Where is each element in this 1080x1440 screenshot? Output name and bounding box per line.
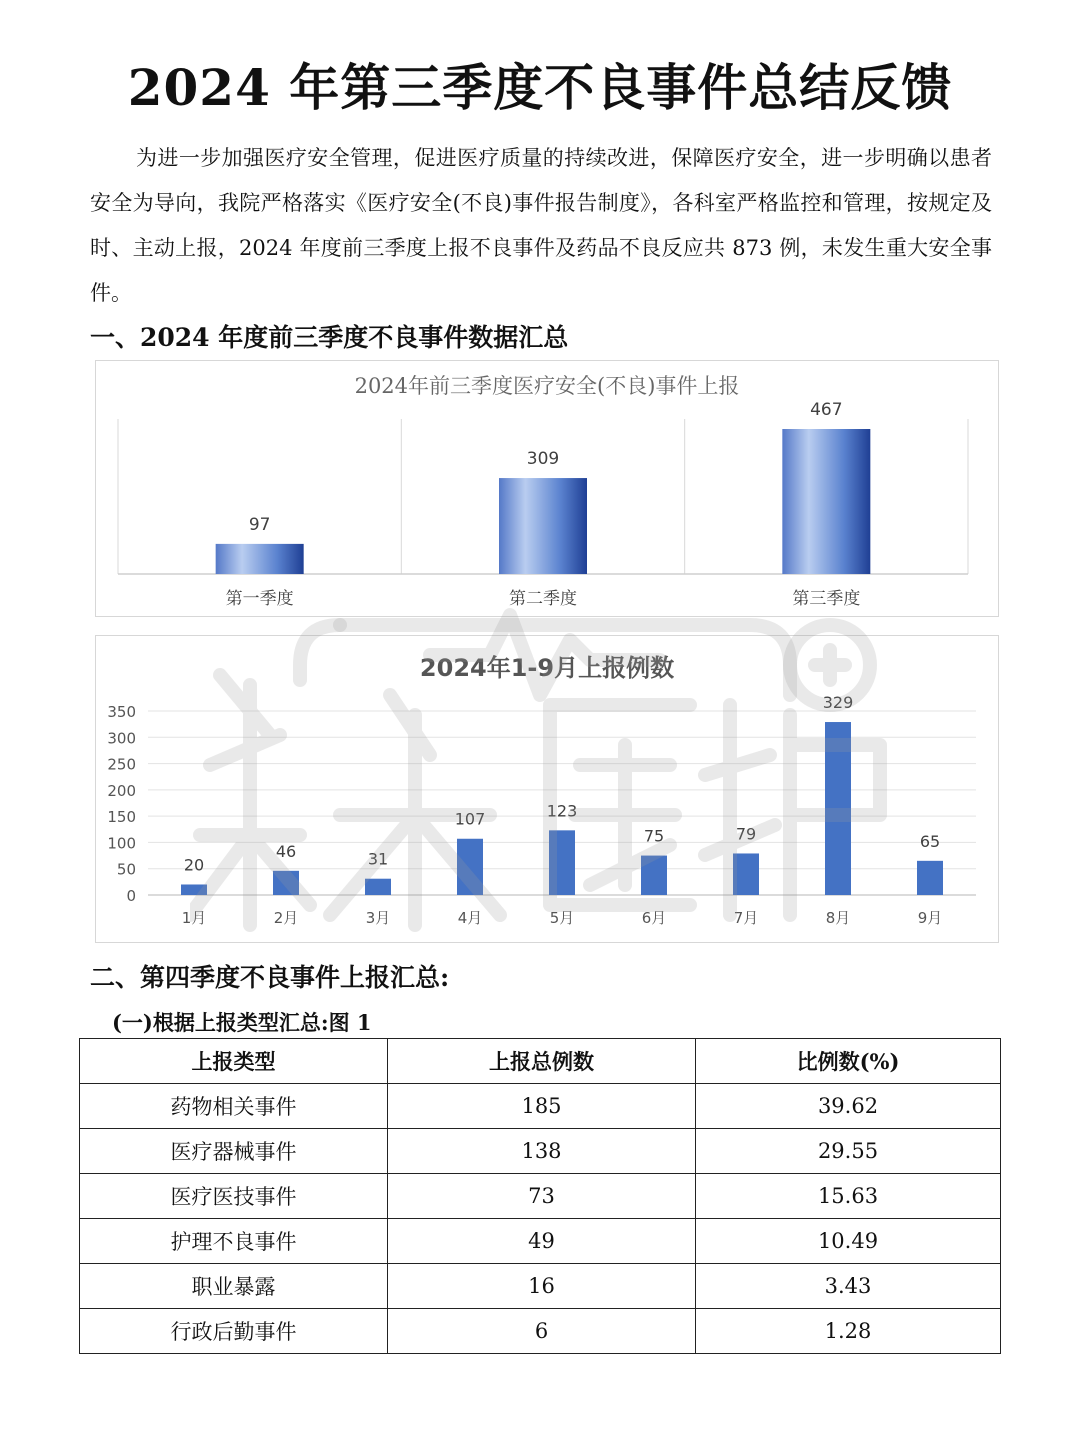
table-row bbox=[80, 1264, 1001, 1309]
bar bbox=[365, 879, 391, 895]
table-row bbox=[80, 1219, 1001, 1264]
quarterly-chart bbox=[95, 360, 999, 617]
data-label: 75 bbox=[643, 826, 665, 846]
bar bbox=[825, 722, 851, 895]
y-tick-label: 100 bbox=[107, 834, 136, 853]
category-label: 4月 bbox=[457, 909, 483, 927]
category-label: 第一季度 bbox=[225, 589, 294, 609]
quarterly-chart-svg bbox=[96, 361, 998, 616]
bar bbox=[216, 544, 304, 574]
section-1-heading: 一、2024 年度前三季度不良事件数据汇总 bbox=[90, 323, 569, 352]
data-label: 65 bbox=[919, 831, 941, 851]
category-label: 3月 bbox=[365, 909, 391, 927]
table-header-row bbox=[80, 1039, 1001, 1084]
table-cell-ratio: 1.28 bbox=[696, 1309, 1001, 1354]
table-cell-ratio: 29.55 bbox=[696, 1129, 1001, 1174]
page-title: 2024 年第三季度不良事件总结反馈 bbox=[127, 58, 953, 117]
y-tick-label: 300 bbox=[107, 729, 136, 748]
monthly-chart-svg bbox=[96, 636, 998, 942]
table-cell-type: 行政后勤事件 bbox=[80, 1309, 388, 1354]
table-cell-count: 73 bbox=[388, 1174, 696, 1219]
quarterly-chart-title: 2024年前三季度医疗安全(不良)事件上报 bbox=[354, 374, 740, 398]
table-row bbox=[80, 1084, 1001, 1129]
monthly-chart bbox=[95, 635, 999, 943]
data-label: 123 bbox=[546, 801, 578, 821]
bar bbox=[782, 429, 870, 574]
bar bbox=[733, 853, 759, 895]
category-label: 1月 bbox=[181, 909, 207, 927]
table-cell-ratio: 15.63 bbox=[696, 1174, 1001, 1219]
category-label: 第二季度 bbox=[509, 589, 577, 609]
data-label: 20 bbox=[183, 855, 205, 875]
table-row bbox=[80, 1129, 1001, 1174]
y-tick-label: 50 bbox=[116, 860, 136, 879]
y-tick-label: 150 bbox=[107, 808, 136, 827]
section-2-heading: 二、第四季度不良事件上报汇总: bbox=[90, 963, 450, 992]
category-label: 2月 bbox=[273, 909, 299, 927]
monthly-chart-title: 2024年1-9月上报例数 bbox=[419, 654, 675, 682]
y-tick-label: 0 bbox=[126, 887, 136, 905]
table-cell-type: 医疗医技事件 bbox=[80, 1174, 388, 1219]
category-label: 8月 bbox=[825, 909, 851, 927]
table-cell-type: 护理不良事件 bbox=[80, 1219, 388, 1264]
table-cell-ratio: 39.62 bbox=[696, 1084, 1001, 1129]
data-label: 79 bbox=[735, 824, 757, 844]
data-label: 46 bbox=[275, 841, 297, 861]
data-label: 467 bbox=[810, 400, 843, 420]
category-label: 9月 bbox=[917, 909, 943, 927]
intro-paragraph: 为进一步加强医疗安全管理，促进医疗质量的持续改进，保障医疗安全，进一步明确以患者安全为导向，我院严格落实《医疗安全(不良)事件报告制度》，各科室严格监控和管理，按规定及时、主动上报，2024 年度前三季度上报不良事件及药品不良反应共 873 例，未发生重大安全事件。 bbox=[90, 146, 992, 305]
subsection-heading: (一)根据上报类型汇总:图 1 bbox=[112, 1010, 372, 1035]
data-label: 97 bbox=[248, 514, 271, 535]
data-label: 309 bbox=[526, 449, 560, 470]
category-label: 第三季度 bbox=[792, 589, 861, 609]
y-tick-label: 350 bbox=[107, 703, 136, 721]
data-label: 107 bbox=[454, 809, 486, 829]
data-label: 329 bbox=[822, 693, 854, 713]
table-cell-ratio: 3.43 bbox=[696, 1264, 1001, 1309]
table-cell-type: 职业暴露 bbox=[80, 1264, 388, 1309]
table-header-type: 上报类型 bbox=[80, 1039, 388, 1084]
data-label: 31 bbox=[367, 849, 389, 869]
bar bbox=[641, 856, 667, 895]
table-header-count: 上报总例数 bbox=[388, 1039, 696, 1084]
category-label: 7月 bbox=[733, 909, 759, 927]
y-tick-label: 250 bbox=[107, 755, 136, 774]
bar bbox=[273, 871, 299, 895]
table-row bbox=[80, 1309, 1001, 1354]
table-cell-count: 49 bbox=[388, 1219, 696, 1264]
table-cell-count: 138 bbox=[388, 1129, 696, 1174]
y-tick-label: 200 bbox=[107, 781, 136, 800]
category-label: 6月 bbox=[641, 909, 667, 927]
bar bbox=[457, 839, 483, 895]
table-header-ratio: 比例数(%) bbox=[696, 1039, 1001, 1084]
table-row bbox=[80, 1174, 1001, 1219]
table-cell-count: 16 bbox=[388, 1264, 696, 1309]
bar bbox=[499, 478, 587, 574]
table-cell-count: 6 bbox=[388, 1309, 696, 1354]
report-type-table bbox=[79, 1038, 1001, 1354]
bar bbox=[181, 884, 207, 895]
table-cell-type: 药物相关事件 bbox=[80, 1084, 388, 1129]
category-label: 5月 bbox=[549, 909, 575, 927]
table-cell-ratio: 10.49 bbox=[696, 1219, 1001, 1264]
bar bbox=[917, 861, 943, 895]
table-cell-count: 185 bbox=[388, 1084, 696, 1129]
table-cell-type: 医疗器械事件 bbox=[80, 1129, 388, 1174]
bar bbox=[549, 830, 575, 895]
